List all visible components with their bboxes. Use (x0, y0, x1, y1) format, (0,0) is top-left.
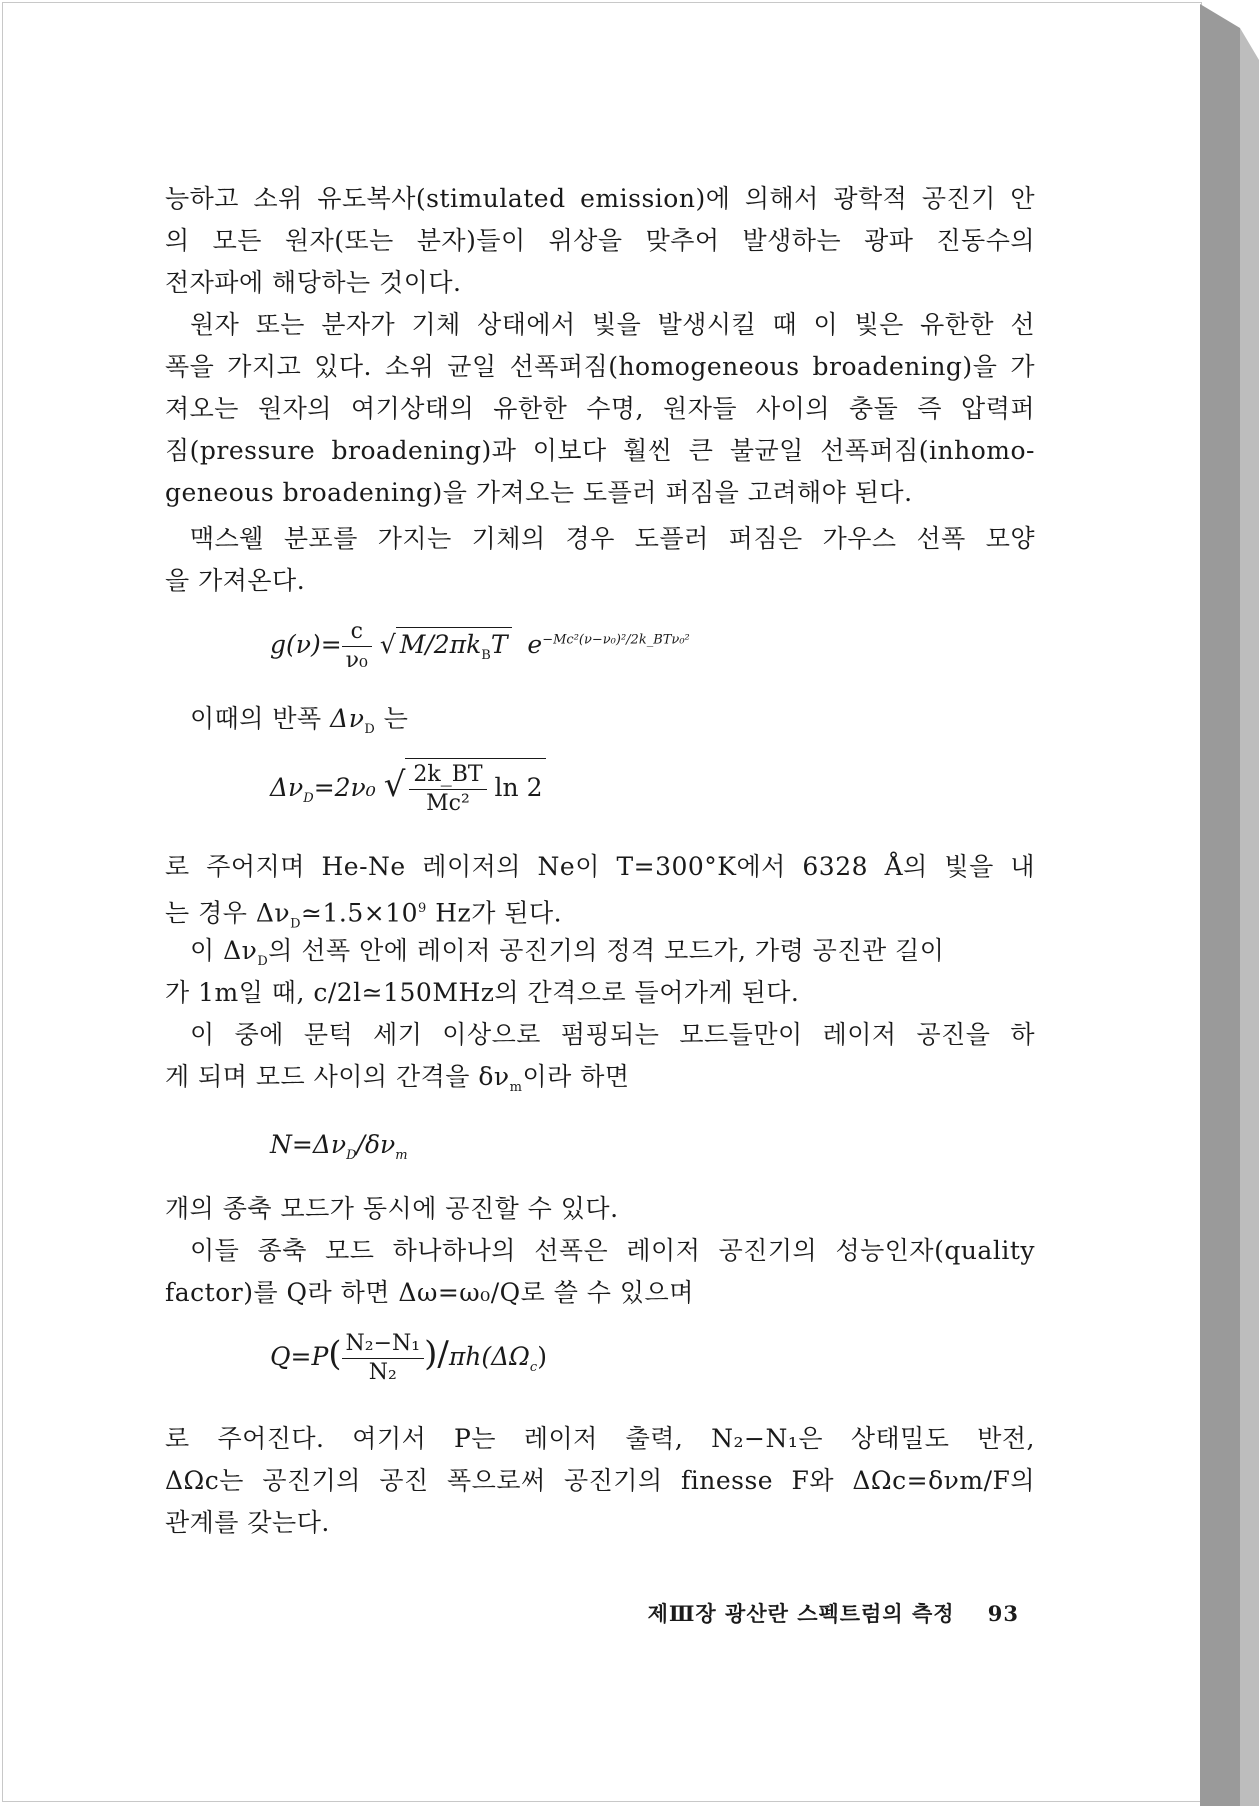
page-number: 93 (987, 1601, 1019, 1626)
equation-halfwidth: $\Delta\nu_D=2\nu_0$ √ $\frac{2k\_BT}{\text{Mc²}}$ ln 2 (270, 758, 546, 818)
text-line: 로 주어지며 He-Ne 레이저의 Ne이 T=300°K에서 6328 Å의 빛을 내 (165, 852, 1035, 881)
text-line: 을 가져온다. (165, 566, 306, 595)
text-line: 이 중에 문턱 세기 이상으로 펌핑되는 모드들만이 레이저 공진을 하 (190, 1020, 1035, 1049)
text-line: 로 주어진다. 여기서 P는 레이저 출력, N₂−N₁은 상태밀도 반전, (165, 1424, 1035, 1453)
text-line: 가 1m일 때, c/2l≃150MHz의 간격으로 들어가게 된다. (165, 978, 800, 1007)
text-line: 이 $\Delta\nu_D$의 선폭 안에 레이저 공진기의 정격 모드가, 가령 공진관 길이 (190, 936, 945, 969)
equation-quality-factor: Q=P( $\frac{\text{N₂−N₁}}{\text{N₂}}$ )$/\pi h(\Delta\Omega_c)$ (270, 1331, 547, 1385)
text-line: 는 경우 $\Delta\nu_D≃1.5\times 10^9$ Hz가 된다. (165, 898, 563, 932)
text-line: 짐(pressure broadening)과 이보다 훨씬 큰 불균일 선폭퍼짐(inhomo- (165, 436, 1035, 465)
text-line: 개의 종축 모드가 동시에 공진할 수 있다. (165, 1194, 619, 1223)
text-line: 관계를 갖는다. (165, 1508, 330, 1537)
text-line: 이들 종축 모드 하나하나의 선폭은 레이저 공진기의 성능인자(quality (190, 1236, 1035, 1265)
equation-gaussian: g(ν)= $\frac{c}{\text{ν₀}}$ √ $M/2\pi k_BT$ $e^{-Mc^2(\nu-\nu_0)^2/2k\_BT\nu_0^2}$ (270, 619, 690, 673)
chapter-title: 제Ⅲ장 광산란 스펙트럼의 측정 (647, 1601, 955, 1626)
equation-mode-count: $N=\Delta\nu_D/\delta\nu_m$ (270, 1130, 408, 1163)
text-line: 능하고 소위 유도복사(stimulated emission)에 의해서 광학적 공진기 안 (165, 184, 1035, 213)
text-line: 이때의 반폭 $\Delta\nu_D$ 는 (190, 704, 409, 737)
text-line: geneous broadening)을 가져오는 도플러 퍼짐을 고려해야 된다. (165, 478, 913, 507)
text-line: 의 모든 원자(또는 분자)들이 위상을 맞추어 발생하는 광파 진동수의 (165, 226, 1035, 255)
text-line: 원자 또는 분자가 기체 상태에서 빛을 발생시킬 때 이 빛은 유한한 선 (190, 310, 1035, 339)
text-line: 전자파에 해당하는 것이다. (165, 268, 462, 297)
text-line: 져오는 원자의 여기상태의 유한한 수명, 원자들 사이의 충돌 즉 압력퍼 (165, 394, 1035, 423)
text-line: 폭을 가지고 있다. 소위 균일 선폭퍼짐(homogeneous broadening)을 가 (165, 352, 1035, 381)
text-line: 게 되며 모드 사이의 간격을 $\delta\nu_m$이라 하면 (165, 1062, 630, 1095)
text-line: 맥스웰 분포를 가지는 기체의 경우 도플러 퍼짐은 가우스 선폭 모양 (190, 524, 1035, 553)
text-line: factor)를 Q라 하면 Δω=ω₀/Q로 쓸 수 있으며 (165, 1278, 694, 1307)
page-footer (648, 1598, 1019, 1628)
text-line: ΔΩc는 공진기의 공진 폭으로써 공진기의 finesse F와 ΔΩc=δνm/F의 (165, 1466, 1035, 1495)
